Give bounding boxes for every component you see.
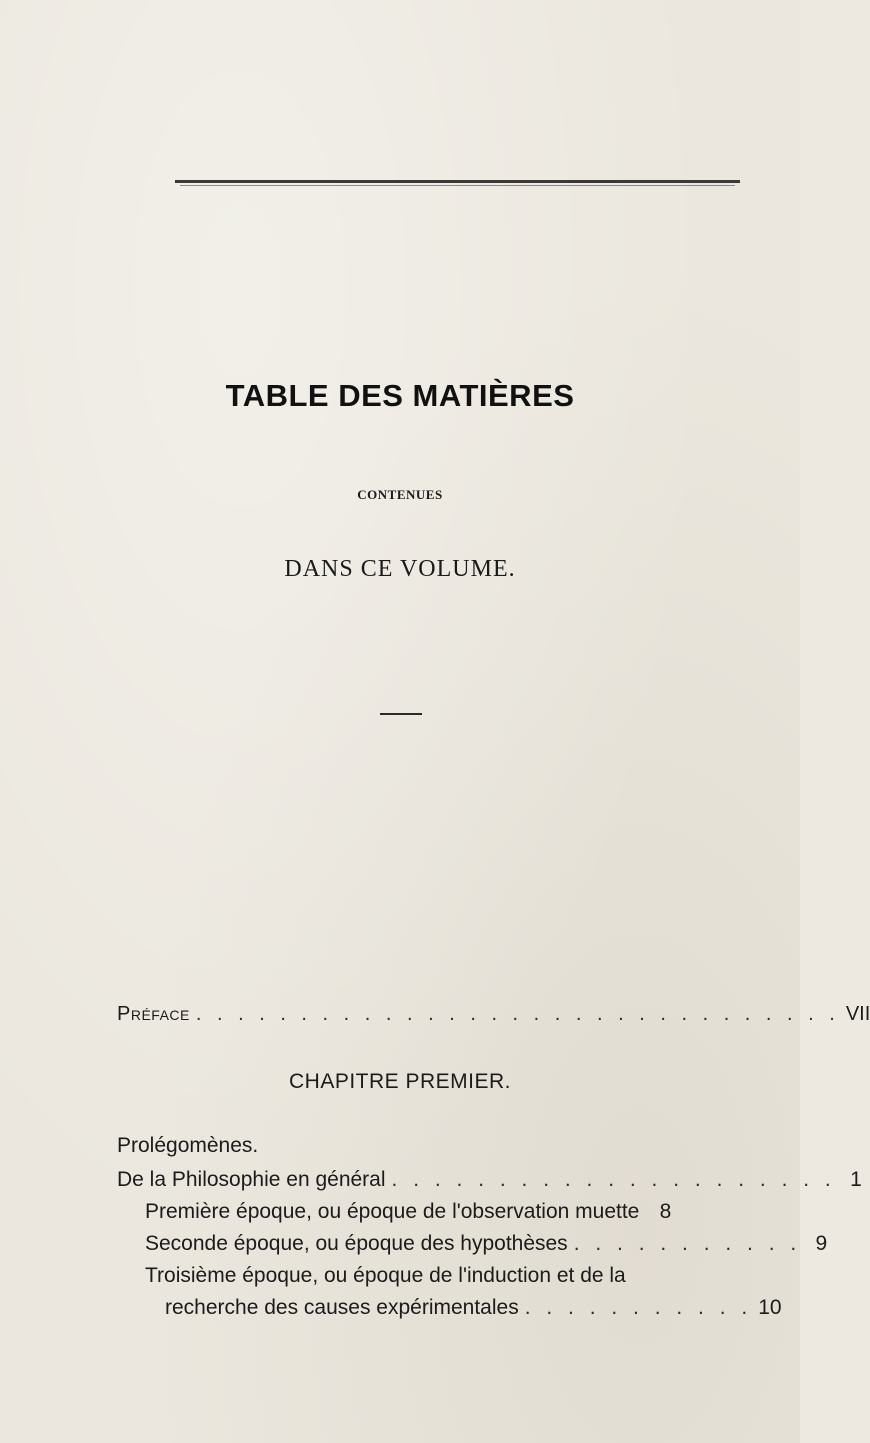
toc-leader-dots: . . . . . . . . . . . . . . . . . . . . . . . . . . . . . . . bbox=[195, 1003, 840, 1025]
toc-entry-label: Préface bbox=[117, 1003, 190, 1025]
toc-entry-preface[interactable] bbox=[117, 1003, 870, 1026]
chapter-heading: CHAPITRE PREMIER. bbox=[288, 1070, 512, 1093]
toc-page-number: 9 bbox=[815, 1232, 828, 1255]
top-rule-thin bbox=[180, 185, 735, 186]
subtitle-contenues: CONTENUES bbox=[357, 487, 443, 502]
toc-entry-label: De la Philosophie en général bbox=[117, 1168, 386, 1191]
toc-entry[interactable] bbox=[117, 1168, 862, 1192]
toc-entry-label: Seconde époque, ou époque des hypothèses bbox=[145, 1232, 568, 1255]
top-rule bbox=[175, 180, 740, 183]
toc-entry-label: Première époque, ou époque de l'observation muette bbox=[145, 1200, 640, 1223]
toc-page-number: 10 bbox=[758, 1296, 782, 1319]
toc-leader-dots: . . . . . . . . . . . bbox=[573, 1232, 802, 1255]
toc-leader-dots: . . . . . . . . . . . . . . . . . . . . . bbox=[391, 1168, 836, 1191]
page-title: TABLE DES MATIÈRES bbox=[225, 378, 575, 413]
toc-page-number: VII bbox=[845, 1003, 870, 1025]
toc-entry-label-line1[interactable]: Troisième époque, ou époque de l'induction et de la bbox=[145, 1264, 626, 1287]
section-divider bbox=[380, 713, 422, 715]
toc-page-number: 8 bbox=[659, 1200, 672, 1223]
toc-leader-dots: . . . . . . . . . . . bbox=[524, 1296, 753, 1319]
toc-page-number: 1 bbox=[850, 1168, 862, 1191]
toc-entry[interactable] bbox=[165, 1296, 782, 1320]
toc-entry-label-line2: recherche des causes expérimentales bbox=[165, 1296, 519, 1319]
toc-entry[interactable] bbox=[145, 1200, 672, 1224]
section-heading: Prolégomènes. bbox=[117, 1134, 259, 1157]
toc-entry[interactable] bbox=[145, 1232, 828, 1256]
subtitle-dans-ce-volume: DANS CE VOLUME. bbox=[284, 556, 516, 582]
